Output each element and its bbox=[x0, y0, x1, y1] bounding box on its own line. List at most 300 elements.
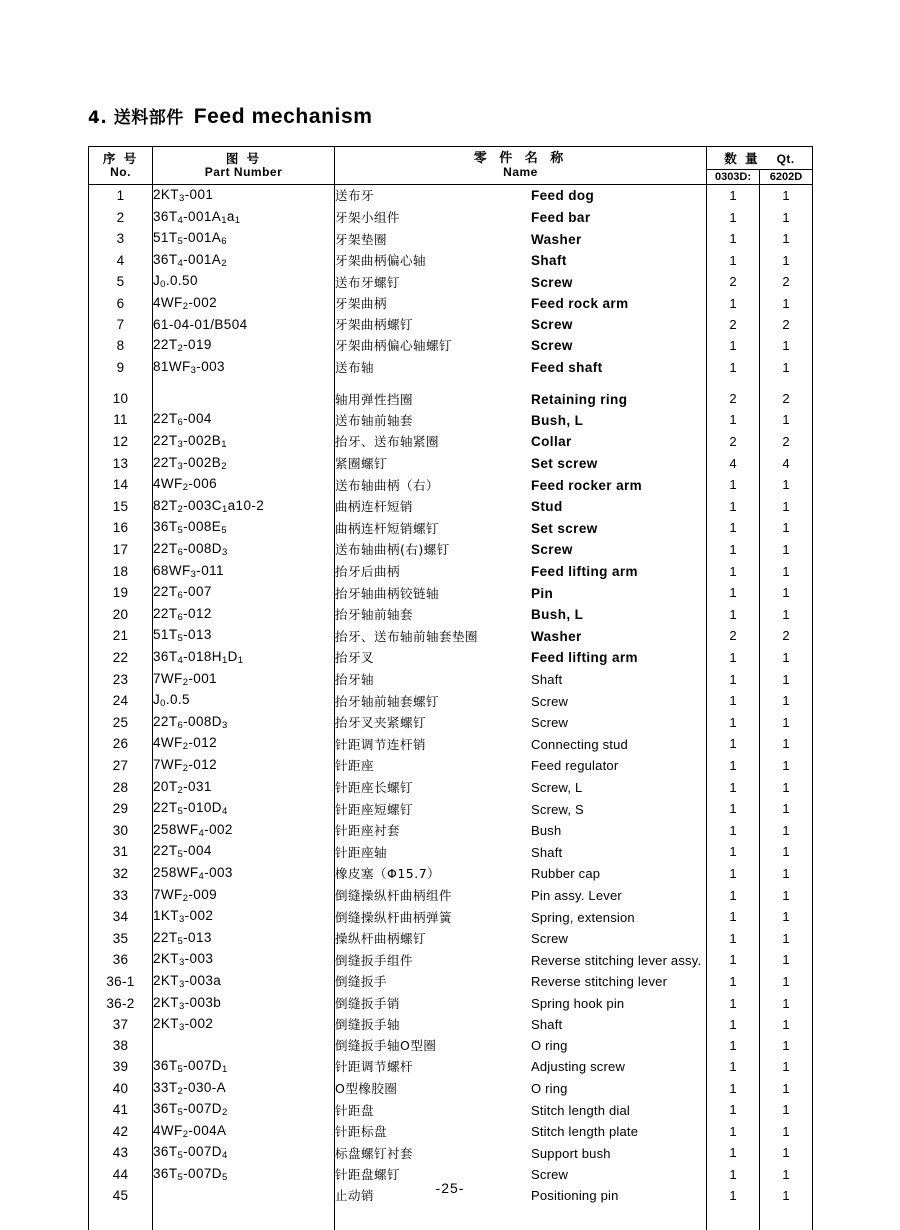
cell-name-en: Screw bbox=[531, 1167, 569, 1183]
cell-no: 43 bbox=[89, 1142, 153, 1164]
cell-name-cn: 针距调节连杆销 bbox=[335, 736, 427, 752]
cell-part-number: $36T_5-007D_4$ bbox=[153, 1142, 335, 1164]
cell-name-cn: 送布牙 bbox=[335, 188, 375, 204]
cell-no: 3 bbox=[89, 228, 153, 250]
cell-part-number: $20T_2-031$ bbox=[153, 777, 335, 799]
cell-no: 11 bbox=[89, 409, 153, 431]
cell-part-number: $22T_3-002B_1$ bbox=[153, 431, 335, 453]
cell-qty-model-2: 1 bbox=[760, 357, 813, 379]
cell-name-cn: 轴用弹性挡圈 bbox=[335, 391, 414, 407]
cell-qty-model-2: 2 bbox=[760, 271, 813, 293]
cell-name-en: Rubber cap bbox=[531, 866, 601, 882]
cell-name-cn: 针距盘 bbox=[335, 1102, 375, 1118]
cell-qty-model-1: 1 bbox=[707, 798, 760, 820]
table-row bbox=[89, 755, 813, 777]
cell-qty-model-1: 1 bbox=[707, 582, 760, 604]
cell-part-number bbox=[153, 389, 335, 409]
cell-name-en: Spring hook pin bbox=[531, 995, 625, 1011]
cell-name-cn: 抬牙叉夹紧螺钉 bbox=[335, 715, 427, 731]
cell-name-cn: 牙架曲柄螺钉 bbox=[335, 317, 414, 333]
cell-part-number: $2KT_3-003b$ bbox=[153, 993, 335, 1015]
cell-no: 42 bbox=[89, 1121, 153, 1143]
cell-part-number: $22T_6-012$ bbox=[153, 604, 335, 626]
cell-qty-model-1: 1 bbox=[707, 335, 760, 357]
cell-qty-model-1: 1 bbox=[707, 409, 760, 431]
cell-part-number: $36T_5-007D_1$ bbox=[153, 1056, 335, 1078]
cell-name-en: Connecting stud bbox=[531, 736, 628, 752]
cell-no: 38 bbox=[89, 1036, 153, 1056]
table-row bbox=[89, 1099, 813, 1121]
cell-no: 24 bbox=[89, 690, 153, 712]
header-name bbox=[335, 147, 707, 185]
cell-name-cn: 倒缝扳手轴 bbox=[335, 1017, 401, 1033]
cell-name-en: Screw, S bbox=[531, 801, 584, 817]
cell-name-cn: 针距调节螺杆 bbox=[335, 1059, 414, 1075]
cell-name-cn: 抬牙轴曲柄铰链轴 bbox=[335, 585, 440, 601]
cell-name-en: Reverse stitching lever assy. bbox=[531, 952, 702, 968]
table-row bbox=[89, 690, 813, 712]
table-row bbox=[89, 798, 813, 820]
cell-qty-model-1: 1 bbox=[707, 820, 760, 842]
table-row bbox=[89, 971, 813, 993]
cell-name bbox=[335, 885, 707, 907]
cell-part-number: $258WF_4-003$ bbox=[153, 863, 335, 885]
cell-name-en: Feed regulator bbox=[531, 758, 619, 774]
cell-name bbox=[335, 712, 707, 734]
cell-name-cn: 送布轴曲柄(右)螺钉 bbox=[335, 542, 450, 558]
cell-qty-model-2: 2 bbox=[760, 431, 813, 453]
table-row bbox=[89, 431, 813, 453]
cell-no: 33 bbox=[89, 885, 153, 907]
cell-part-number: $2KT_3-003a$ bbox=[153, 971, 335, 993]
cell-no: 29 bbox=[89, 798, 153, 820]
cell-name bbox=[335, 1036, 707, 1056]
table-row bbox=[89, 625, 813, 647]
table-body bbox=[89, 185, 813, 1230]
cell-name bbox=[335, 431, 707, 453]
cell-name bbox=[335, 561, 707, 583]
cell-name-cn: 倒缝扳手 bbox=[335, 974, 388, 990]
header-pn-cn: 图 号 bbox=[225, 151, 262, 167]
header-name-cn: 零 件 名 称 bbox=[473, 151, 568, 166]
cell-no: 15 bbox=[89, 496, 153, 518]
cell-name-en: Pin assy. Lever bbox=[531, 887, 622, 903]
cell-qty-model-1: 1 bbox=[707, 604, 760, 626]
cell-no: 7 bbox=[89, 315, 153, 335]
cell-part-number: $4WF_2-012$ bbox=[153, 733, 335, 755]
cell-name-cn: 倒缝操纵杆曲柄弹簧 bbox=[335, 909, 453, 925]
cell-part-number: $22T_5-004$ bbox=[153, 841, 335, 863]
cell-qty-model-1: 1 bbox=[707, 971, 760, 993]
cell-name bbox=[335, 409, 707, 431]
cell-part-number: $7WF_2-009$ bbox=[153, 885, 335, 907]
table-row bbox=[89, 1078, 813, 1100]
cell-qty-model-1: 1 bbox=[707, 885, 760, 907]
cell-part-number: $258WF_4-002$ bbox=[153, 820, 335, 842]
cell-part-number: $36T_5-008E_5$ bbox=[153, 517, 335, 539]
cell-name-en: Set screw bbox=[531, 456, 598, 472]
table-row bbox=[89, 228, 813, 250]
cell-name bbox=[335, 315, 707, 335]
cell-no: 9 bbox=[89, 357, 153, 379]
cell-part-number: $J_0.0.50$ bbox=[153, 271, 335, 293]
header-qty-cn: 数 量 bbox=[724, 151, 760, 166]
cell-name-en: Positioning pin bbox=[531, 1188, 619, 1204]
cell-part-number: $22T_6-004$ bbox=[153, 409, 335, 431]
cell-name bbox=[335, 228, 707, 250]
cell-name-cn: 针距座长螺钉 bbox=[335, 779, 414, 795]
cell-name-cn: 标盘螺钉衬套 bbox=[335, 1145, 414, 1161]
cell-qty-model-1: 1 bbox=[707, 1099, 760, 1121]
header-qty-top bbox=[707, 147, 812, 169]
table-header bbox=[89, 147, 813, 185]
cell-name bbox=[335, 906, 707, 928]
header-part-number bbox=[153, 147, 335, 185]
table-row bbox=[89, 453, 813, 475]
cell-qty-model-2: 1 bbox=[760, 228, 813, 250]
cell-part-number: $2KT_3-001$ bbox=[153, 185, 335, 207]
cell-qty-model-1: 1 bbox=[707, 1056, 760, 1078]
header-no-cn: 序 号 bbox=[102, 151, 139, 167]
cell-name-en: Screw bbox=[531, 274, 573, 290]
cell-qty-model-2: 1 bbox=[760, 1121, 813, 1143]
cell-qty-model-2: 2 bbox=[760, 315, 813, 335]
cell-part-number: $36T_5-007D_2$ bbox=[153, 1099, 335, 1121]
cell-name-en: Screw bbox=[531, 931, 569, 947]
cell-part-number: $4WF_2-002$ bbox=[153, 293, 335, 315]
table-row bbox=[89, 841, 813, 863]
table-row bbox=[89, 335, 813, 357]
cell-name bbox=[335, 1056, 707, 1078]
cell-no: 13 bbox=[89, 453, 153, 475]
cell-name-en: Screw bbox=[531, 542, 573, 558]
cell-name-en: O ring bbox=[531, 1038, 568, 1054]
section-title-en: Feed mechanism bbox=[193, 105, 373, 128]
cell-name bbox=[335, 293, 707, 315]
cell-qty-model-2: 1 bbox=[760, 1036, 813, 1056]
cell-name-cn: 针距标盘 bbox=[335, 1124, 388, 1140]
cell-name bbox=[335, 647, 707, 669]
cell-name-en: Feed dog bbox=[531, 188, 595, 204]
cell-qty-model-2: 1 bbox=[760, 971, 813, 993]
table-row bbox=[89, 561, 813, 583]
cell-no: 16 bbox=[89, 517, 153, 539]
table-tail-row bbox=[89, 1206, 813, 1230]
cell-name bbox=[335, 357, 707, 379]
cell-qty-model-1: 1 bbox=[707, 517, 760, 539]
cell-name-cn: 橡皮塞（Φ15.7） bbox=[335, 866, 441, 882]
cell-name-en: Support bush bbox=[531, 1145, 611, 1161]
cell-qty-model-2: 1 bbox=[760, 561, 813, 583]
table-row bbox=[89, 949, 813, 971]
table-row bbox=[89, 733, 813, 755]
cell-qty-model-1: 1 bbox=[707, 207, 760, 229]
header-model-2: 6202D bbox=[769, 171, 803, 183]
section-title bbox=[88, 103, 373, 129]
cell-qty-model-2: 1 bbox=[760, 993, 813, 1015]
cell-name-cn: 针距座衬套 bbox=[335, 823, 401, 839]
cell-name bbox=[335, 453, 707, 475]
cell-qty-model-2: 1 bbox=[760, 949, 813, 971]
cell-name bbox=[335, 474, 707, 496]
cell-qty-model-2: 1 bbox=[760, 604, 813, 626]
cell-name-cn: 针距盘螺钉 bbox=[335, 1167, 401, 1183]
table-row bbox=[89, 389, 813, 409]
table-row bbox=[89, 885, 813, 907]
cell-qty-model-2: 1 bbox=[760, 1164, 813, 1186]
table-row bbox=[89, 496, 813, 518]
cell-name-cn: 操纵杆曲柄螺钉 bbox=[335, 931, 427, 947]
cell-name-cn: 针距座短螺钉 bbox=[335, 801, 414, 817]
table-row bbox=[89, 928, 813, 950]
cell-qty-model-2: 1 bbox=[760, 733, 813, 755]
cell-qty-model-2: 4 bbox=[760, 453, 813, 475]
cell-no: 32 bbox=[89, 863, 153, 885]
cell-part-number: $51T_5-013$ bbox=[153, 625, 335, 647]
cell-name-cn: 抬牙轴前轴套螺钉 bbox=[335, 693, 440, 709]
cell-name-en: Reverse stitching lever bbox=[531, 974, 668, 990]
cell-part-number: $51T_5-001A_6$ bbox=[153, 228, 335, 250]
cell-no: 26 bbox=[89, 733, 153, 755]
cell-part-number: $33T_2-030-A$ bbox=[153, 1078, 335, 1100]
cell-name-en: Bush, L bbox=[531, 607, 584, 623]
cell-qty-model-1: 1 bbox=[707, 357, 760, 379]
cell-no: 17 bbox=[89, 539, 153, 561]
cell-qty-model-1: 2 bbox=[707, 389, 760, 409]
cell-part-number: $82T_2-003C_1a10-2$ bbox=[153, 496, 335, 518]
header-row bbox=[89, 147, 813, 185]
cell-qty-model-1: 1 bbox=[707, 496, 760, 518]
cell-qty-model-1: 1 bbox=[707, 1036, 760, 1056]
cell-name-cn: 送布轴前轴套 bbox=[335, 412, 414, 428]
cell-name bbox=[335, 949, 707, 971]
cell-name-cn: 针距座轴 bbox=[335, 844, 388, 860]
cell-qty-model-2: 1 bbox=[760, 798, 813, 820]
cell-qty-model-2: 1 bbox=[760, 841, 813, 863]
cell-qty-model-1: 1 bbox=[707, 539, 760, 561]
cell-no: 22 bbox=[89, 647, 153, 669]
cell-qty-model-1: 1 bbox=[707, 993, 760, 1015]
cell-name bbox=[335, 271, 707, 293]
cell-qty-model-2: 1 bbox=[760, 250, 813, 272]
cell-name-en: Screw bbox=[531, 317, 573, 333]
header-no-en: No. bbox=[110, 164, 131, 179]
cell-part-number: $4WF_2-004A$ bbox=[153, 1121, 335, 1143]
cell-no: 6 bbox=[89, 293, 153, 315]
cell-qty-model-1: 1 bbox=[707, 1142, 760, 1164]
cell-qty-model-1: 1 bbox=[707, 928, 760, 950]
cell-qty-model-2: 1 bbox=[760, 906, 813, 928]
cell-no: 28 bbox=[89, 777, 153, 799]
cell-part-number: $36T_5-007D_5$ bbox=[153, 1164, 335, 1186]
cell-qty-model-2: 1 bbox=[760, 1078, 813, 1100]
cell-part-number: $22T_3-002B_2$ bbox=[153, 453, 335, 475]
cell-qty-model-1: 1 bbox=[707, 1121, 760, 1143]
cell-no: 14 bbox=[89, 474, 153, 496]
cell-no: 36-2 bbox=[89, 993, 153, 1015]
cell-part-number: $22T_6-007$ bbox=[153, 582, 335, 604]
cell-qty-model-2: 1 bbox=[760, 1056, 813, 1078]
cell-qty-model-2: 1 bbox=[760, 712, 813, 734]
cell-name bbox=[335, 625, 707, 647]
cell-qty-model-2: 1 bbox=[760, 539, 813, 561]
cell-qty-model-1: 1 bbox=[707, 185, 760, 207]
cell-no: 44 bbox=[89, 1164, 153, 1186]
cell-qty-model-1: 1 bbox=[707, 228, 760, 250]
cell-qty-model-2: 1 bbox=[760, 335, 813, 357]
cell-name bbox=[335, 250, 707, 272]
cell-qty-model-1: 2 bbox=[707, 315, 760, 335]
cell-name-cn: 紧圈螺钉 bbox=[335, 456, 388, 472]
table-row bbox=[89, 906, 813, 928]
cell-qty-model-1: 4 bbox=[707, 453, 760, 475]
cell-no: 36-1 bbox=[89, 971, 153, 993]
cell-qty-model-2: 1 bbox=[760, 1014, 813, 1036]
cell-qty-model-1: 1 bbox=[707, 755, 760, 777]
cell-name-en: Collar bbox=[531, 434, 572, 450]
cell-part-number: $81WF_3-003$ bbox=[153, 357, 335, 379]
table-row bbox=[89, 409, 813, 431]
cell-qty-model-2: 1 bbox=[760, 647, 813, 669]
header-no bbox=[89, 147, 153, 185]
cell-part-number: $7WF_2-012$ bbox=[153, 755, 335, 777]
table-row bbox=[89, 539, 813, 561]
cell-name bbox=[335, 928, 707, 950]
cell-name bbox=[335, 335, 707, 357]
cell-qty-model-2: 1 bbox=[760, 885, 813, 907]
cell-part-number: $7WF_2-001$ bbox=[153, 669, 335, 691]
table-row bbox=[89, 293, 813, 315]
cell-qty-model-2: 1 bbox=[760, 777, 813, 799]
table-row bbox=[89, 993, 813, 1015]
cell-qty-model-2: 1 bbox=[760, 207, 813, 229]
table-row bbox=[89, 357, 813, 379]
cell-no: 35 bbox=[89, 928, 153, 950]
cell-part-number bbox=[153, 1036, 335, 1056]
cell-no: 21 bbox=[89, 625, 153, 647]
cell-name-cn: 抬牙、送布轴紧圈 bbox=[335, 434, 440, 450]
table-row bbox=[89, 712, 813, 734]
table-row bbox=[89, 777, 813, 799]
cell-qty-model-2: 1 bbox=[760, 293, 813, 315]
cell-name-cn: 倒缝扳手销 bbox=[335, 995, 401, 1011]
header-quantity bbox=[707, 147, 813, 185]
cell-no: 25 bbox=[89, 712, 153, 734]
cell-no: 27 bbox=[89, 755, 153, 777]
cell-qty-model-2: 1 bbox=[760, 1099, 813, 1121]
cell-name-en: Washer bbox=[531, 231, 582, 247]
cell-name bbox=[335, 841, 707, 863]
cell-qty-model-1: 1 bbox=[707, 647, 760, 669]
cell-no: 39 bbox=[89, 1056, 153, 1078]
cell-qty-model-2: 1 bbox=[760, 1186, 813, 1206]
cell-no: 8 bbox=[89, 335, 153, 357]
cell-name-en: Shaft bbox=[531, 671, 563, 687]
cell-qty-model-1: 1 bbox=[707, 561, 760, 583]
cell-no: 36 bbox=[89, 949, 153, 971]
cell-name-en: Stud bbox=[531, 499, 563, 515]
cell-no: 5 bbox=[89, 271, 153, 293]
cell-name bbox=[335, 185, 707, 207]
table-row bbox=[89, 647, 813, 669]
table-row bbox=[89, 517, 813, 539]
cell-name-en: Screw bbox=[531, 693, 569, 709]
cell-qty-model-2: 2 bbox=[760, 625, 813, 647]
cell-no: 31 bbox=[89, 841, 153, 863]
cell-part-number: $22T_2-019$ bbox=[153, 335, 335, 357]
cell-no: 4 bbox=[89, 250, 153, 272]
cell-name-en: Washer bbox=[531, 628, 582, 644]
cell-name-en: O ring bbox=[531, 1081, 568, 1097]
cell-qty-model-1: 1 bbox=[707, 712, 760, 734]
cell-no: 20 bbox=[89, 604, 153, 626]
cell-qty-model-2: 1 bbox=[760, 582, 813, 604]
cell-name bbox=[335, 582, 707, 604]
cell-qty-model-1: 2 bbox=[707, 625, 760, 647]
cell-part-number: $J_0.0.5$ bbox=[153, 690, 335, 712]
cell-name-cn: 牙架小组件 bbox=[335, 209, 401, 225]
cell-name-en: Feed rocker arm bbox=[531, 477, 643, 493]
cell-name-en: Spring, extension bbox=[531, 909, 635, 925]
cell-name-cn: 针距座 bbox=[335, 758, 375, 774]
table-row bbox=[89, 863, 813, 885]
cell-qty-model-1: 1 bbox=[707, 474, 760, 496]
table-row bbox=[89, 582, 813, 604]
cell-qty-model-1: 1 bbox=[707, 733, 760, 755]
cell-part-number: $2KT_3-002$ bbox=[153, 1014, 335, 1036]
cell-name bbox=[335, 777, 707, 799]
cell-name-cn: 倒缝操纵杆曲柄组件 bbox=[335, 887, 453, 903]
cell-name-cn: 抬牙、送布轴前轴套垫圈 bbox=[335, 628, 479, 644]
cell-name-cn: 抬牙轴前轴套 bbox=[335, 607, 414, 623]
cell-name-en: Bush bbox=[531, 823, 562, 839]
cell-name bbox=[335, 755, 707, 777]
cell-name bbox=[335, 993, 707, 1015]
cell-part-number: $4WF_2-006$ bbox=[153, 474, 335, 496]
cell-name bbox=[335, 863, 707, 885]
cell-name-en: Set screw bbox=[531, 520, 598, 536]
cell-qty-model-1: 1 bbox=[707, 906, 760, 928]
cell-part-number: $36T_4-018H_1D_1$ bbox=[153, 647, 335, 669]
cell-name bbox=[335, 389, 707, 409]
cell-part-number: $22T_5-013$ bbox=[153, 928, 335, 950]
cell-name bbox=[335, 820, 707, 842]
cell-name bbox=[335, 1078, 707, 1100]
cell-name bbox=[335, 517, 707, 539]
section-title-cn: 4. 送料部件 bbox=[88, 108, 184, 128]
table-row bbox=[89, 820, 813, 842]
cell-part-number: $36T_4-001A_1a_1$ bbox=[153, 207, 335, 229]
cell-qty-model-1: 1 bbox=[707, 690, 760, 712]
cell-name bbox=[335, 604, 707, 626]
parts-table bbox=[88, 146, 813, 1230]
cell-qty-model-1: 1 bbox=[707, 841, 760, 863]
cell-qty-model-1: 1 bbox=[707, 1014, 760, 1036]
header-qty-en: Qt. bbox=[776, 152, 795, 166]
cell-no: 12 bbox=[89, 431, 153, 453]
table-spacer-row bbox=[89, 378, 813, 389]
cell-name-cn: 牙架垫圈 bbox=[335, 231, 388, 247]
page-number: -25- bbox=[435, 1180, 465, 1196]
cell-qty-model-1: 1 bbox=[707, 250, 760, 272]
table-row bbox=[89, 207, 813, 229]
table-row bbox=[89, 250, 813, 272]
cell-name-en: Shaft bbox=[531, 1017, 563, 1033]
cell-part-number: $22T_6-008D_3$ bbox=[153, 539, 335, 561]
cell-no: 30 bbox=[89, 820, 153, 842]
cell-name bbox=[335, 1014, 707, 1036]
cell-name-en: Bush, L bbox=[531, 412, 584, 428]
